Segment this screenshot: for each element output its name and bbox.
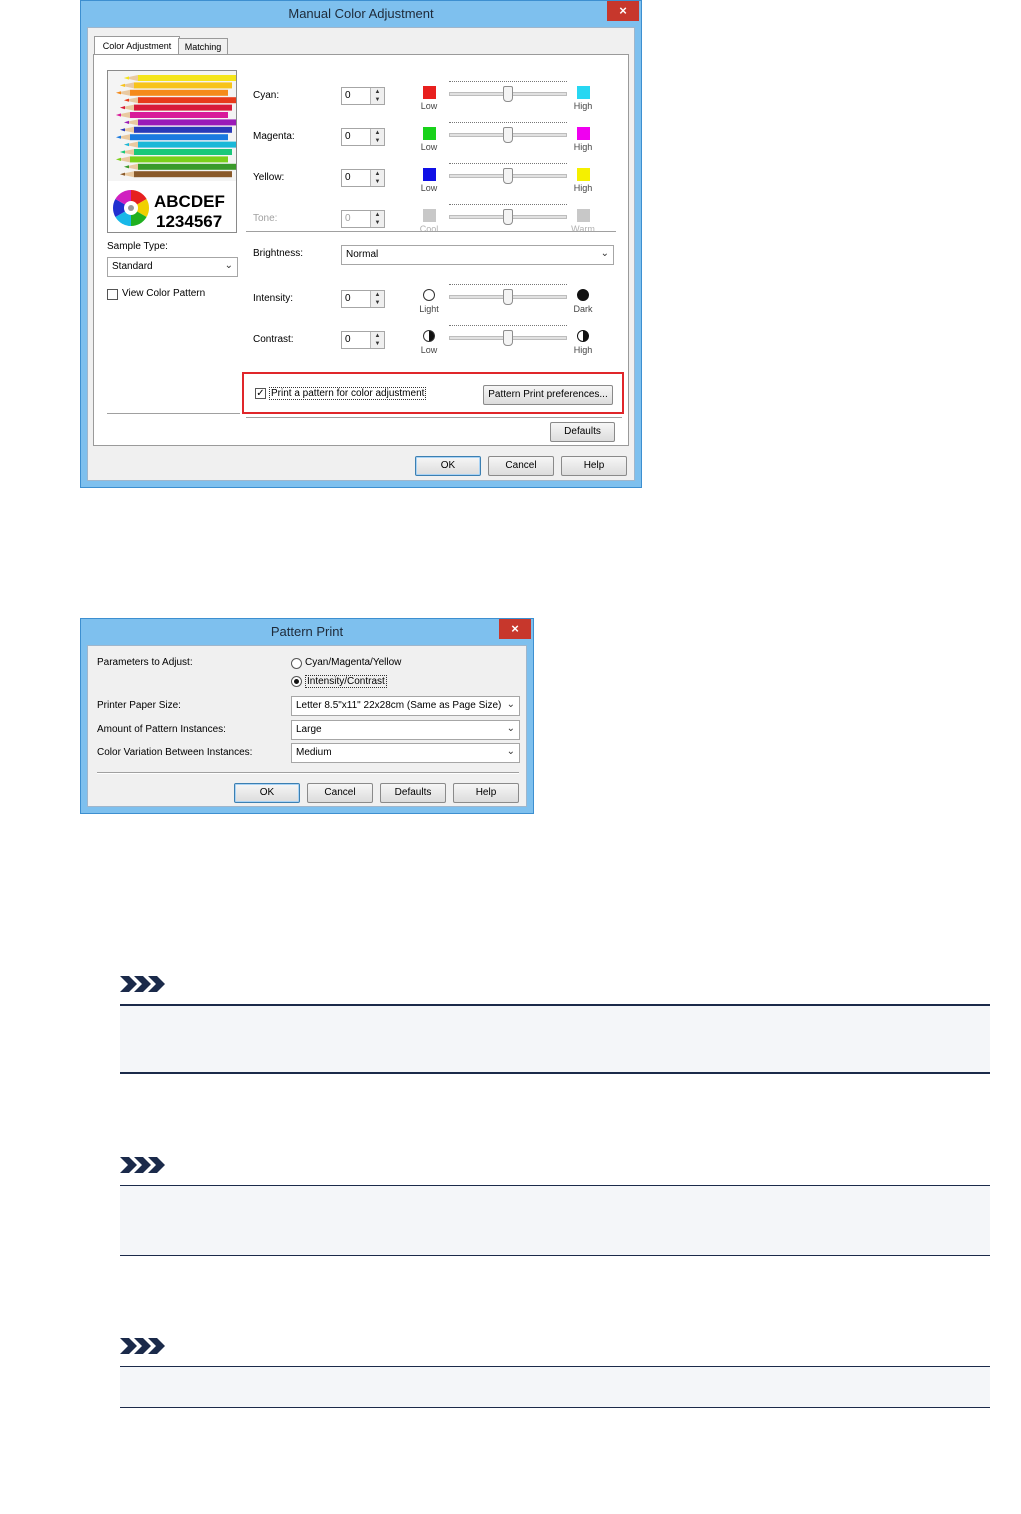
ok-button[interactable]: OK (415, 456, 481, 476)
sample-type-label: Sample Type: (107, 241, 168, 252)
value-spinner[interactable] (341, 331, 385, 349)
value-spinner[interactable] (341, 87, 385, 105)
cancel-button[interactable]: Cancel (488, 456, 554, 476)
amount-label: Amount of Pattern Instances: (97, 724, 226, 735)
defaults-button[interactable]: Defaults (550, 422, 615, 442)
high-caption: Warm (571, 224, 595, 234)
low-caption: Low (420, 183, 438, 193)
chevron-down-icon: ⌄ (224, 260, 233, 271)
radio-cyan-magenta-yellow[interactable] (291, 658, 302, 669)
half-circle-icon (577, 330, 589, 342)
hollow-circle-icon (423, 289, 435, 301)
slider-thumb[interactable] (503, 330, 513, 346)
slider-thumb[interactable] (503, 289, 513, 305)
high-caption: High (573, 183, 593, 193)
preview-text-letters: ABCDEF (154, 192, 225, 211)
brightness-value: Normal (346, 249, 379, 260)
high-color-swatch-icon (577, 168, 590, 181)
tab-color-adjustment[interactable] (94, 36, 180, 55)
view-color-pattern-checkbox[interactable] (107, 289, 118, 300)
dialog-client-area (87, 645, 527, 807)
dialog-title: Pattern Print (270, 624, 344, 639)
divider (107, 413, 240, 415)
brightness-label: Brightness: (253, 248, 304, 259)
slider-label: Tone: (253, 213, 278, 224)
spinner-value: 0 (345, 334, 351, 345)
spinner-value: 0 (345, 90, 351, 101)
slider-label: Yellow: (253, 172, 285, 183)
print-pattern-checkbox[interactable]: ✓ (256, 388, 265, 399)
sample-type-select[interactable] (107, 257, 238, 277)
radio-cmy-label: Cyan/Magenta/Yellow (305, 657, 402, 668)
brightness-select[interactable] (341, 245, 614, 265)
spinner-arrows-icon[interactable]: ▲ ▼ (370, 88, 384, 104)
amount-select[interactable] (291, 720, 520, 740)
note-box (120, 1004, 990, 1074)
amount-value: Large (296, 724, 322, 735)
pattern-print-preferences-button[interactable]: Pattern Print preferences... (483, 385, 613, 405)
close-icon[interactable]: × (607, 1, 639, 21)
manual-color-adjustment-dialog (80, 0, 642, 488)
colored-pencils-icon (108, 71, 236, 181)
slider-label: Intensity: (253, 293, 294, 304)
half-circle-icon (423, 330, 435, 342)
chevron-down-icon: ⌄ (506, 746, 515, 757)
low-caption: Light (419, 304, 439, 314)
spinner-value: 0 (345, 213, 351, 224)
tab-label: Color Adjustment (102, 41, 172, 51)
dialog-client-area (87, 27, 635, 481)
chevron-down-icon: ⌄ (506, 723, 515, 734)
tab-matching[interactable] (178, 38, 228, 55)
slider-thumb[interactable] (503, 86, 513, 102)
spinner-arrows-icon[interactable]: ▲ ▼ (370, 170, 384, 186)
tab-label: Matching (184, 42, 222, 52)
note-box (120, 1185, 990, 1256)
note-chevrons-icon (120, 1338, 166, 1354)
ok-button[interactable]: OK (234, 783, 300, 803)
color-preview-image (107, 70, 237, 233)
print-pattern-label: Print a pattern for color adjustment (271, 388, 425, 399)
divider (97, 772, 519, 774)
value-spinner (341, 210, 385, 228)
high-color-swatch-icon (577, 209, 590, 222)
low-caption: Low (420, 101, 438, 111)
high-caption: High (573, 101, 593, 111)
sample-type-value: Standard (112, 261, 153, 272)
paper-size-label: Printer Paper Size: (97, 700, 181, 711)
variation-value: Medium (296, 747, 332, 758)
note-chevrons-icon (120, 976, 166, 992)
filled-circle-icon (577, 289, 589, 301)
paper-size-select[interactable] (291, 696, 520, 716)
radio-intensity-contrast[interactable] (291, 676, 302, 687)
dialog-title: Manual Color Adjustment (288, 6, 434, 21)
variation-select[interactable] (291, 743, 520, 763)
variation-label: Color Variation Between Instances: (97, 747, 253, 758)
spinner-arrows-icon[interactable]: ▲ ▼ (370, 211, 384, 227)
high-caption: Dark (573, 304, 593, 314)
tab-page (93, 54, 629, 446)
high-color-swatch-icon (577, 127, 590, 140)
low-color-swatch-icon (423, 168, 436, 181)
slider-thumb[interactable] (503, 127, 513, 143)
slider-thumb[interactable] (503, 168, 513, 184)
spinner-value: 0 (345, 131, 351, 142)
color-wheel-icon (112, 189, 150, 227)
view-color-pattern-label: View Color Pattern (122, 288, 206, 299)
close-icon[interactable]: × (499, 619, 531, 639)
spinner-arrows-icon[interactable]: ▲ ▼ (370, 332, 384, 348)
low-color-swatch-icon (423, 127, 436, 140)
note-chevrons-icon (120, 1157, 166, 1173)
value-spinner[interactable] (341, 128, 385, 146)
divider (246, 231, 616, 233)
low-caption: Low (420, 142, 438, 152)
spinner-arrows-icon[interactable]: ▲ ▼ (370, 129, 384, 145)
chevron-down-icon: ⌄ (506, 699, 515, 710)
divider (246, 417, 622, 419)
low-color-swatch-icon (423, 86, 436, 99)
radio-ic-label: Intensity/Contrast (307, 676, 385, 687)
chevron-down-icon: ⌄ (600, 248, 609, 259)
note-box (120, 1366, 990, 1408)
cancel-button[interactable]: Cancel (307, 783, 373, 803)
spinner-value: 0 (345, 293, 351, 304)
slider-thumb (503, 209, 513, 225)
value-spinner[interactable] (341, 290, 385, 308)
help-button[interactable]: Help (561, 456, 627, 476)
high-caption: High (573, 142, 593, 152)
preview-text-numbers: 1234567 (156, 212, 223, 231)
slider-label: Cyan: (253, 90, 280, 101)
defaults-button[interactable]: Defaults (380, 783, 446, 803)
parameters-label: Parameters to Adjust: (97, 657, 193, 668)
spinner-value: 0 (345, 172, 351, 183)
low-caption: Low (420, 345, 438, 355)
slider-label: Contrast: (253, 334, 294, 345)
high-color-swatch-icon (577, 86, 590, 99)
spinner-arrows-icon[interactable]: ▲ ▼ (370, 291, 384, 307)
value-spinner[interactable] (341, 169, 385, 187)
help-button[interactable]: Help (453, 783, 519, 803)
slider-label: Magenta: (253, 131, 295, 142)
paper-size-value: Letter 8.5"x11" 22x28cm (Same as Page Size) (296, 700, 502, 711)
pattern-print-dialog (80, 618, 534, 814)
low-color-swatch-icon (423, 209, 436, 222)
high-caption: High (573, 345, 593, 355)
low-caption: Cool (419, 224, 439, 234)
